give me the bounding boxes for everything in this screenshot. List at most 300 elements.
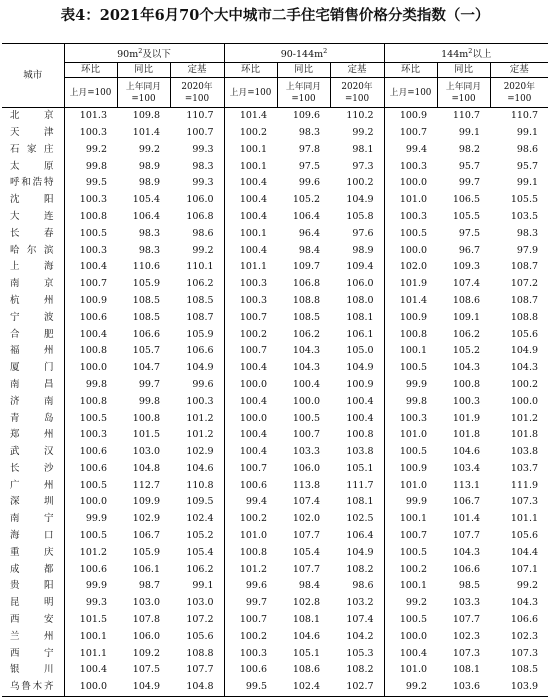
index-value: 100.0 [384,629,437,646]
index-value: 101.4 [384,293,437,310]
index-value: 104.3 [510,362,539,374]
table-row [2,327,548,344]
city-name: 西宁 [10,647,54,659]
index-value: 99.2 [64,142,117,159]
index-value: 107.2 [510,278,539,290]
index-value: 106.1 [132,563,160,575]
index-value: 108.5 [510,664,539,676]
city-name: 沈阳 [10,194,54,206]
index-value: 107.8 [132,614,160,626]
index-value: 100.7 [384,528,437,545]
sub-header-yoy: 同比 [117,63,170,78]
index-value: 104.9 [117,679,170,696]
table-row [2,461,548,478]
index-value: 108.2 [346,664,374,676]
index-value: 100.8 [64,394,117,411]
index-value: 100.2 [346,177,374,189]
index-value: 102.4 [186,513,214,525]
index-value: 110.6 [132,261,160,273]
index-value: 100.4 [224,360,277,377]
index-value: 105.9 [132,546,160,558]
index-value: 106.6 [510,614,539,626]
index-value: 98.4 [298,580,321,592]
index-value: 102.7 [330,679,384,696]
table-row [2,209,548,226]
city-name: 大连 [10,210,54,222]
index-value: 107.7 [292,563,321,575]
index-value: 101.8 [510,429,539,441]
base-header-fixed: 2020年 =100 [490,78,548,108]
index-value: 103.3 [292,446,321,458]
index-value: 101.1 [224,259,277,276]
index-value: 112.7 [132,479,160,491]
index-value: 98.9 [138,160,160,172]
index-value: 101.5 [132,429,160,441]
table-row [2,243,548,260]
index-value: 105.9 [132,278,160,290]
index-value: 100.4 [292,378,321,390]
index-value: 100.5 [384,226,437,243]
index-value: 108.6 [452,294,481,306]
group-header-medium: $90-144m^2$ [224,44,384,63]
index-value: 96.4 [298,227,321,239]
table-row [2,578,548,595]
index-value: 109.1 [452,311,481,323]
index-value: 108.0 [346,294,374,306]
index-value: 101.1 [510,513,539,525]
index-value: 100.5 [64,478,117,495]
index-value: 104.9 [510,345,539,357]
index-value: 101.4 [452,513,481,525]
index-value: 104.3 [292,345,321,357]
index-value: 110.1 [186,261,214,273]
table-row [2,679,548,696]
sub-header-fixed: 定基 [490,63,548,78]
table-row [2,293,548,310]
index-value: 101.9 [452,412,481,424]
index-value: 100.0 [64,360,117,377]
index-value: 100.5 [384,444,437,461]
index-value: 100.6 [224,662,277,679]
index-value: 101.8 [452,429,481,441]
index-value: 105.4 [292,546,321,558]
index-value: 100.3 [384,209,437,226]
index-value: 107.2 [186,614,214,626]
index-value: 103.8 [346,446,374,458]
index-value: 109.7 [292,261,321,273]
index-value: 106.2 [452,328,481,340]
index-value: 103.3 [452,597,481,609]
index-value: 100.1 [384,578,437,595]
index-value: 99.3 [192,177,214,189]
city-name: 呼和浩特 [10,177,54,189]
index-value: 100.3 [64,243,117,260]
city-name: 深圳 [10,496,54,508]
index-value: 107.3 [452,647,481,659]
index-value: 100.5 [384,360,437,377]
city-name: 宁波 [10,311,54,323]
index-value: 105.5 [452,210,481,222]
index-value: 106.2 [186,563,214,575]
index-value: 109.3 [452,261,481,273]
index-value: 100.8 [132,412,160,424]
table-row [2,360,548,377]
group-header-large: $144m^2$以上 [384,44,548,63]
base-header-fixed: 2020年 =100 [330,78,384,108]
index-value: 100.8 [346,429,374,441]
index-value: 100.4 [224,243,277,260]
index-value: 106.0 [132,630,160,642]
index-value: 110.7 [186,110,214,122]
index-value: 98.9 [138,177,160,189]
sub-header-fixed: 定基 [170,63,224,78]
index-value: 100.3 [224,646,277,663]
index-value: 107.3 [510,647,539,659]
table-row [2,108,548,125]
index-value: 105.6 [510,530,539,542]
index-value: 100.5 [292,412,321,424]
index-value: 104.3 [292,362,321,374]
table-row [2,377,548,394]
index-value: 108.5 [132,311,160,323]
index-value: 109.2 [132,647,160,659]
sub-header-mom: 环比 [64,63,117,78]
index-value: 108.5 [186,294,214,306]
index-value: 106.8 [292,278,321,290]
index-value: 99.2 [138,143,160,155]
index-value: 106.4 [132,210,160,222]
index-value: 99.9 [64,511,117,528]
index-value: 100.3 [384,411,437,428]
index-value: 100.2 [384,562,437,579]
index-value: 106.6 [452,563,481,575]
table-row [2,226,548,243]
index-value: 100.3 [64,192,117,209]
index-value: 100.7 [64,276,117,293]
index-value: 104.7 [132,362,160,374]
index-value: 100.8 [224,545,277,562]
city-name: 上海 [10,261,54,273]
index-value: 104.6 [292,630,321,642]
city-name: 福州 [10,345,54,357]
price-index-table [2,43,548,697]
index-value: 101.2 [64,545,117,562]
index-value: 113.8 [292,479,321,491]
index-value: 109.8 [132,110,160,122]
index-value: 99.6 [224,578,277,595]
index-value: 105.2 [292,194,321,206]
city-name: 郑州 [10,429,54,441]
index-value: 100.7 [186,126,214,138]
index-value: 100.3 [452,395,481,407]
index-value: 106.1 [346,328,374,340]
index-value: 108.1 [346,311,374,323]
index-value: 100.6 [224,478,277,495]
index-value: 98.3 [138,244,160,256]
index-value: 98.3 [298,126,321,138]
index-value: 100.9 [64,293,117,310]
index-value: 103.2 [346,597,374,609]
index-value: 100.0 [224,411,277,428]
index-value: 110.2 [346,110,374,122]
index-value: 102.9 [186,446,214,458]
city-name: 兰州 [10,630,54,642]
index-value: 100.5 [64,226,117,243]
index-value: 101.4 [224,108,277,125]
table-row [2,595,548,612]
index-value: 106.5 [452,194,481,206]
index-value: 99.2 [516,580,539,592]
index-value: 108.7 [510,294,539,306]
index-value: 107.4 [452,278,481,290]
index-value: 100.0 [384,243,437,260]
index-value: 100.0 [64,679,117,696]
base-header-mom: 上月=100 [384,78,437,108]
index-value: 104.6 [186,462,214,474]
index-value: 105.6 [186,630,214,642]
index-value: 108.8 [510,311,539,323]
city-name: 青岛 [10,412,54,424]
index-value: 106.6 [132,328,160,340]
base-header-mom: 上月=100 [64,78,117,108]
index-value: 101.0 [384,192,437,209]
index-value: 103.5 [510,210,539,222]
city-name: 海口 [10,530,54,542]
index-value: 103.9 [490,679,548,696]
index-value: 111.9 [510,479,539,491]
index-value: 107.5 [132,664,160,676]
index-value: 97.9 [516,244,539,256]
index-value: 106.7 [132,530,160,542]
sub-header-yoy: 同比 [437,63,490,78]
city-name: 北京 [10,110,54,122]
city-name: 长春 [10,227,54,239]
index-value: 99.7 [138,378,160,390]
index-value: 103.7 [510,462,539,474]
index-value: 109.4 [346,261,374,273]
index-value: 99.9 [384,494,437,511]
index-value: 95.7 [458,160,481,172]
index-value: 101.0 [384,427,437,444]
index-value: 100.0 [384,175,437,192]
index-value: 103.8 [510,446,539,458]
index-value: 101.3 [64,108,117,125]
table-row [2,159,548,176]
index-value: 100.1 [224,226,277,243]
city-name: 杭州 [10,294,54,306]
index-value: 103.6 [437,679,490,696]
index-value: 101.9 [384,276,437,293]
index-value: 101.2 [186,412,214,424]
index-value: 105.7 [132,345,160,357]
index-value: 108.7 [510,261,539,273]
index-value: 102.8 [292,597,321,609]
table-row [2,175,548,192]
index-value: 100.6 [64,562,117,579]
table-row [2,259,548,276]
index-value: 100.9 [384,310,437,327]
table-row [2,511,548,528]
table-row [2,125,548,142]
index-value: 97.3 [352,160,374,172]
city-name: 西安 [10,614,54,626]
city-name: 乌鲁木齐 [2,679,64,696]
table-title: 表4：2021年6月70个大中城市二手住宅销售价格分类指数（一） [60,7,490,24]
index-value: 99.8 [64,377,117,394]
index-value: 102.4 [277,679,330,696]
city-name: 合肥 [10,328,54,340]
index-value: 102.0 [384,259,437,276]
city-name: 贵阳 [10,580,54,592]
index-value: 100.8 [452,378,481,390]
index-value: 99.2 [384,595,437,612]
city-name: 长沙 [10,462,54,474]
index-value: 95.7 [516,160,539,172]
index-value: 100.0 [224,377,277,394]
index-value: 99.5 [224,679,277,696]
index-value: 99.9 [384,377,437,394]
index-value: 102.3 [510,630,539,642]
index-value: 105.1 [346,462,374,474]
index-value: 106.8 [186,210,214,222]
index-value: 108.1 [292,614,321,626]
index-value: 99.6 [192,378,214,390]
index-value: 99.1 [458,126,481,138]
index-value: 99.7 [224,595,277,612]
index-value: 104.9 [346,546,374,558]
index-value: 103.4 [452,462,481,474]
index-value: 100.2 [224,629,277,646]
index-value: 100.8 [384,327,437,344]
index-value: 100.5 [64,411,117,428]
city-name: 重庆 [10,546,54,558]
index-value: 102.3 [452,630,481,642]
index-value: 104.6 [452,446,481,458]
index-value: 99.9 [64,578,117,595]
sub-header-mom: 环比 [224,63,277,78]
index-value: 97.5 [458,227,481,239]
index-value: 100.4 [224,444,277,461]
city-name: 哈尔滨 [10,244,54,256]
index-value: 100.8 [64,209,117,226]
index-value: 108.6 [292,664,321,676]
index-value: 100.7 [292,429,321,441]
index-value: 109.5 [186,496,214,508]
index-value: 103.0 [132,446,160,458]
index-value: 100.3 [64,427,117,444]
index-value: 99.8 [384,394,437,411]
index-value: 99.8 [64,159,117,176]
city-name: 成都 [10,563,54,575]
index-value: 100.6 [64,461,117,478]
index-value: 110.7 [452,110,481,122]
index-value: 105.9 [186,328,214,340]
index-value: 100.4 [224,427,277,444]
index-value: 101.2 [510,412,539,424]
index-value: 113.1 [452,479,481,491]
index-value: 98.6 [516,143,539,155]
index-value: 107.7 [452,614,481,626]
table-row [2,629,548,646]
city-name: 银川 [10,664,54,676]
index-value: 99.5 [64,175,117,192]
index-value: 102.9 [132,513,160,525]
index-value: 106.4 [346,530,374,542]
index-value: 99.3 [192,143,214,155]
index-value: 111.7 [346,479,374,491]
index-value: 100.4 [64,327,117,344]
index-value: 108.5 [292,311,321,323]
table-row [2,411,548,428]
city-name: 南宁 [10,513,54,525]
index-value: 105.0 [346,345,374,357]
table-row [2,612,548,629]
index-value: 100.7 [224,310,277,327]
index-value: 100.6 [64,444,117,461]
index-value: 102.5 [346,513,374,525]
base-header-yoy: 上年同月 =100 [277,78,330,108]
index-value: 100.0 [510,395,539,407]
city-name: 厦门 [10,362,54,374]
index-value: 107.4 [346,614,374,626]
index-value: 106.0 [186,194,214,206]
table-row [2,142,548,159]
index-value: 104.8 [132,462,160,474]
city-name: 太原 [10,160,54,172]
index-value: 104.9 [346,194,374,206]
index-value: 100.3 [186,395,214,407]
index-value: 104.3 [452,546,481,558]
index-value: 108.2 [346,563,374,575]
index-value: 100.4 [346,395,374,407]
index-value: 99.4 [384,142,437,159]
index-value: 100.3 [384,159,437,176]
index-value: 100.2 [224,511,277,528]
sub-header-yoy: 同比 [277,63,330,78]
group-header-small: $90m^2$及以下 [64,44,224,63]
table-row [2,646,548,663]
index-value: 98.1 [352,143,374,155]
index-value: 101.1 [64,646,117,663]
index-value: 99.1 [192,580,214,592]
index-value: 98.9 [352,244,374,256]
index-value: 100.3 [224,293,277,310]
index-value: 108.1 [452,664,481,676]
index-value: 99.7 [458,177,481,189]
table-row [2,444,548,461]
index-value: 97.8 [298,143,321,155]
index-value: 98.5 [458,580,481,592]
index-value: 105.2 [452,345,481,357]
index-value: 99.2 [352,126,374,138]
city-name: 济南 [10,395,54,407]
index-value: 100.7 [224,612,277,629]
index-value: 98.6 [192,227,214,239]
index-value: 106.2 [292,328,321,340]
index-value: 107.4 [292,496,321,508]
table-row [2,528,548,545]
index-value: 101.4 [132,126,160,138]
city-name: 广州 [10,479,54,491]
index-value: 107.1 [510,563,539,575]
index-value: 100.2 [510,378,539,390]
index-value: 98.2 [458,143,481,155]
index-value: 100.9 [346,378,374,390]
index-value: 100.1 [224,142,277,159]
index-value: 101.2 [224,562,277,579]
base-header-fixed: 2020年 =100 [170,78,224,108]
index-value: 110.8 [186,479,214,491]
